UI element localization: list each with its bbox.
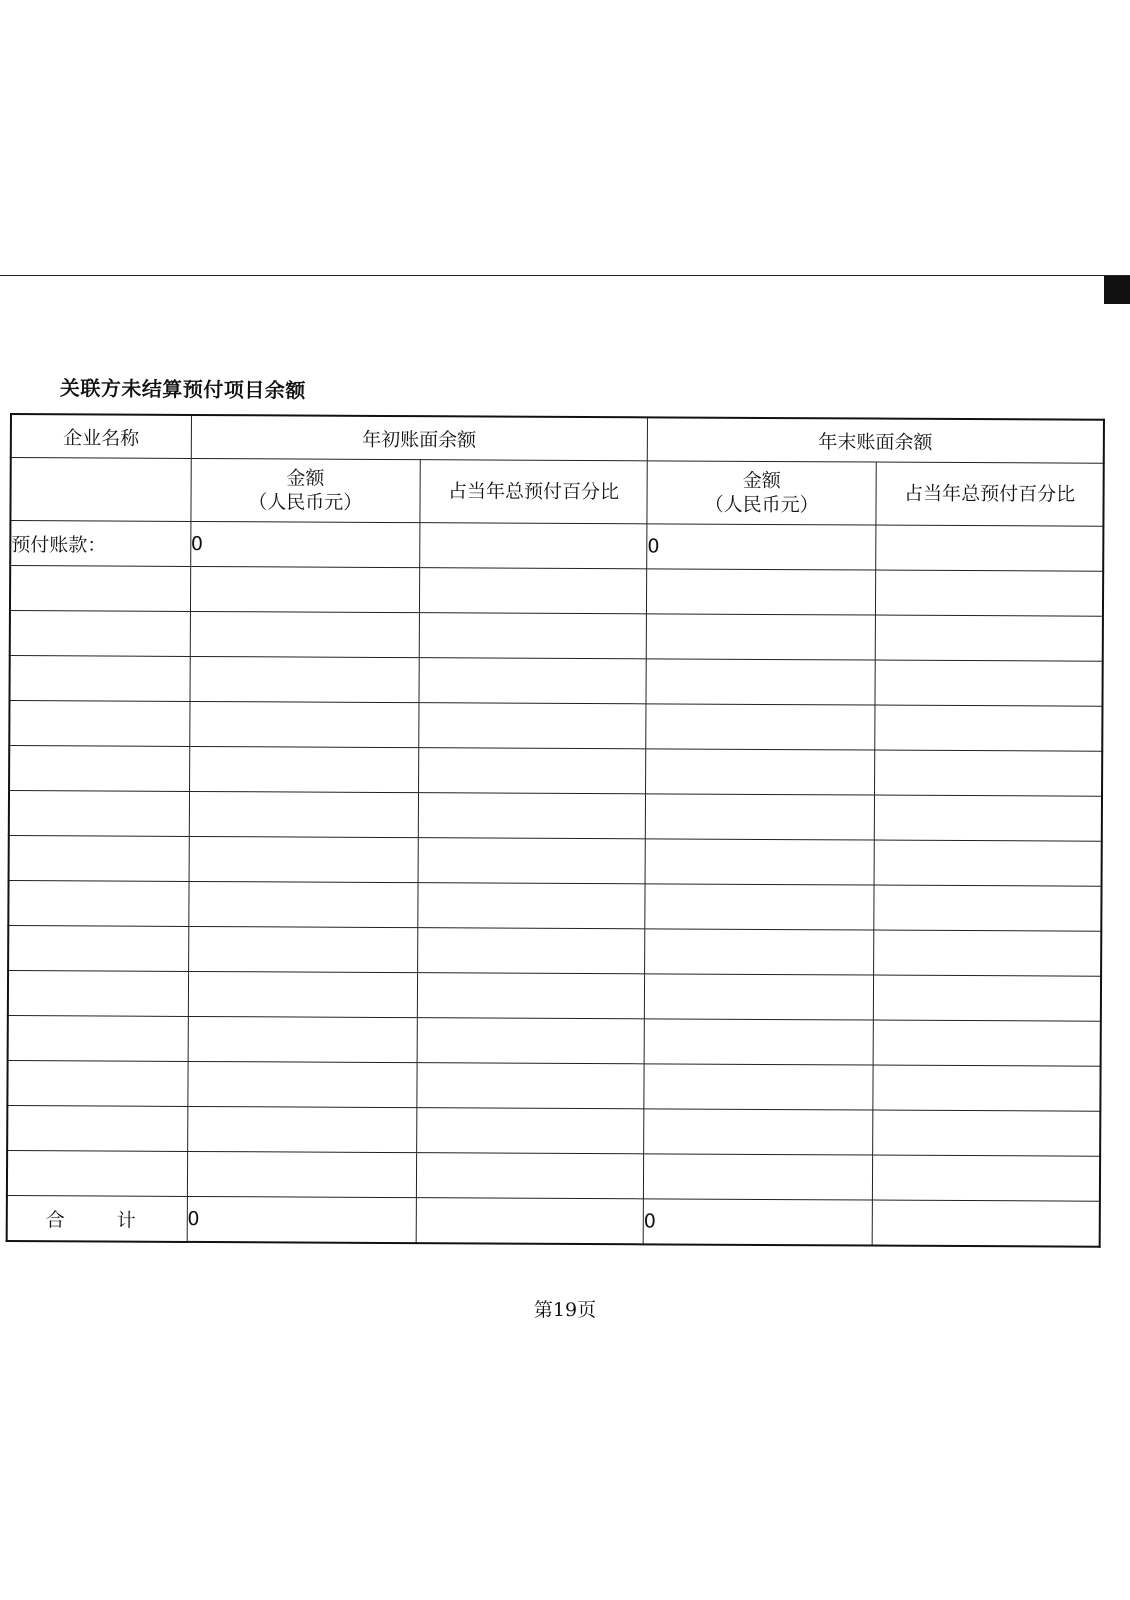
- corner-mark: [1104, 276, 1130, 304]
- row-company-name: [8, 925, 188, 971]
- row-end-percentage: [876, 525, 1103, 571]
- row-company-name: [7, 1105, 187, 1151]
- row-company-name: [9, 746, 189, 792]
- row-begin-amount: [188, 1016, 417, 1062]
- row-begin-percentage: [420, 523, 647, 569]
- row-begin-percentage: [419, 568, 646, 614]
- row-end-amount: [647, 569, 876, 615]
- row-begin-amount: [188, 881, 417, 927]
- row-begin-amount: [188, 926, 417, 972]
- table-row: [7, 1150, 1100, 1201]
- row-company-name: [9, 791, 189, 837]
- table-row: [8, 970, 1101, 1021]
- header-begin-amount: [191, 458, 421, 522]
- table-row: [10, 521, 1103, 572]
- row-begin-percentage: [419, 613, 646, 659]
- row-begin-percentage: [416, 1108, 643, 1154]
- row-company-name: [9, 701, 189, 747]
- total-label-cell: [7, 1195, 187, 1241]
- row-company-name: [9, 656, 189, 702]
- table-row: [9, 656, 1102, 707]
- row-begin-percentage: [419, 658, 646, 704]
- table-row: [9, 701, 1102, 752]
- table-row: [10, 566, 1103, 617]
- table-row: [8, 925, 1101, 976]
- row-end-amount: [643, 1154, 872, 1200]
- row-end-percentage: [875, 705, 1102, 751]
- row-end-percentage: [875, 750, 1102, 796]
- table-row: [10, 611, 1103, 662]
- row-begin-percentage: [417, 973, 644, 1019]
- row-begin-amount: [190, 566, 419, 612]
- page-number: 第19页: [533, 1299, 597, 1321]
- row-end-amount: [644, 974, 873, 1020]
- row-end-percentage: [873, 1110, 1100, 1156]
- row-end-amount: [646, 614, 875, 660]
- header-beginning-balance: 年初账面余额: [191, 415, 648, 461]
- row-end-amount: [645, 839, 874, 885]
- row-begin-percentage: [418, 748, 645, 794]
- table-row: [9, 835, 1102, 886]
- row-begin-percentage: [417, 928, 644, 974]
- header-ending-balance: 年末账面余额: [647, 417, 1104, 463]
- header-end-amount-line1: 金额: [742, 469, 781, 493]
- header-begin-amount-line2: （人民币元）: [248, 491, 363, 514]
- row-begin-amount: [187, 1061, 416, 1107]
- row-end-amount: [646, 749, 875, 795]
- row-end-percentage: [875, 795, 1102, 841]
- table-row: [8, 1015, 1101, 1066]
- top-rule: [0, 275, 1130, 276]
- header-row-2: [10, 458, 1103, 527]
- row-company-name: [7, 1150, 187, 1196]
- row-company-name: [10, 566, 190, 612]
- row-company-name: [8, 880, 188, 926]
- total-begin-amount: 0: [187, 1196, 416, 1243]
- row-end-amount: 0: [647, 524, 876, 570]
- row-begin-amount: [189, 791, 418, 837]
- row-end-percentage: [873, 1020, 1100, 1066]
- header-blank: [10, 458, 190, 522]
- row-end-amount: [645, 884, 874, 930]
- table-row: [9, 791, 1102, 842]
- row-company-name: [8, 970, 188, 1016]
- row-begin-amount: [189, 701, 418, 747]
- header-end-amount: [647, 461, 877, 525]
- total-label: [8, 1204, 136, 1232]
- row-company-name: [7, 1060, 187, 1106]
- row-end-percentage: [875, 660, 1102, 706]
- header-end-percentage: 占当年总预付百分比: [876, 462, 1104, 526]
- row-end-amount: [645, 794, 874, 840]
- row-end-amount: [646, 659, 875, 705]
- row-end-amount: [644, 1109, 873, 1155]
- row-company-name: 预付账款：: [10, 521, 190, 567]
- row-begin-amount: [190, 656, 419, 702]
- row-company-name: [10, 611, 190, 657]
- total-end-amount: 0: [643, 1199, 872, 1246]
- row-end-amount: [644, 1064, 873, 1110]
- row-begin-amount: 0: [190, 521, 419, 567]
- document-title: 关联方未结算预付项目余额: [59, 375, 306, 403]
- row-begin-amount: [187, 1151, 416, 1197]
- row-end-percentage: [874, 975, 1101, 1021]
- row-end-percentage: [875, 615, 1102, 661]
- row-begin-amount: [190, 611, 419, 657]
- row-begin-percentage: [417, 1018, 644, 1064]
- total-begin-percentage: [416, 1198, 643, 1245]
- header-end-amount-line2: （人民币元）: [704, 493, 819, 517]
- total-row: [7, 1195, 1100, 1246]
- row-company-name: [8, 1015, 188, 1061]
- table-row: [7, 1105, 1100, 1156]
- row-end-percentage: [874, 930, 1101, 976]
- table-row: [9, 746, 1102, 797]
- row-end-percentage: [876, 570, 1103, 616]
- table-row: [8, 880, 1101, 931]
- row-begin-percentage: [418, 793, 645, 839]
- row-end-percentage: [873, 1065, 1100, 1111]
- row-begin-percentage: [418, 838, 645, 884]
- table-row: [7, 1060, 1100, 1111]
- row-begin-amount: [188, 971, 417, 1017]
- row-end-amount: [644, 1019, 873, 1065]
- total-end-percentage: [872, 1200, 1099, 1247]
- row-begin-percentage: [418, 883, 645, 929]
- row-end-percentage: [873, 1155, 1100, 1201]
- row-begin-amount: [187, 1106, 416, 1152]
- header-begin-percentage: 占当年总预付百分比: [420, 460, 648, 524]
- row-begin-percentage: [417, 1063, 644, 1109]
- row-begin-amount: [189, 836, 418, 882]
- row-end-amount: [646, 704, 875, 750]
- row-end-percentage: [874, 885, 1101, 931]
- total-label-char-1: 合: [45, 1208, 65, 1231]
- row-company-name: [9, 835, 189, 881]
- row-begin-percentage: [419, 703, 646, 749]
- header-row-1: [11, 414, 1104, 463]
- row-begin-amount: [189, 746, 418, 792]
- prepayment-balance-table: [6, 413, 1105, 1248]
- row-end-percentage: [874, 840, 1101, 886]
- row-begin-percentage: [416, 1153, 643, 1199]
- row-end-amount: [645, 929, 874, 975]
- balance-table-container: [6, 413, 1105, 1248]
- header-company-name: 企业名称: [11, 414, 191, 458]
- total-label-char-2: 计: [116, 1209, 136, 1232]
- header-begin-amount-line1: 金额: [286, 467, 325, 490]
